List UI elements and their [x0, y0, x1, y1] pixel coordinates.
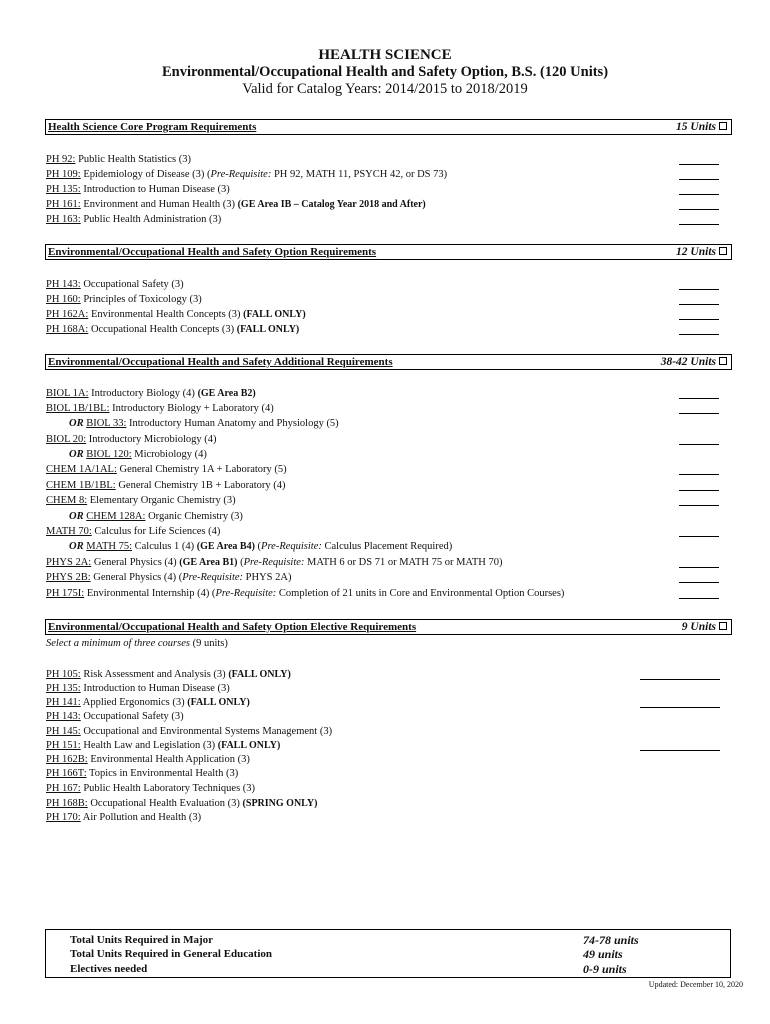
prerequisite-courses: PH 92, MATH 11, PSYCH 42, or DS 73): [271, 169, 448, 180]
electives-label: Electives needed: [70, 963, 148, 975]
checkbox-icon[interactable]: [719, 622, 727, 630]
course-code: BIOL 120:: [86, 449, 132, 460]
totals-box: [45, 929, 731, 978]
course-row: [46, 724, 332, 739]
course-row: [46, 810, 201, 825]
course-row: [46, 277, 184, 292]
completion-blank[interactable]: [679, 490, 719, 491]
course-row: [46, 766, 238, 781]
course-code: PH 162A:: [46, 309, 89, 320]
course-code: PH 141:: [46, 697, 81, 708]
prerequisite-courses: PHYS 2A): [243, 572, 292, 583]
course-row: [46, 796, 317, 811]
course-code: PHYS 2A:: [46, 557, 92, 568]
course-restriction: (FALL ONLY): [236, 324, 300, 335]
completion-blank[interactable]: [679, 164, 719, 165]
course-row: [69, 509, 243, 524]
completion-blank[interactable]: [679, 304, 719, 305]
checkbox-icon[interactable]: [719, 357, 727, 365]
course-row: [46, 781, 255, 796]
total-major-label: Total Units Required in Major: [70, 934, 214, 946]
section-note-text: Select a minimum of three courses: [46, 638, 190, 649]
course-row: [46, 322, 299, 337]
course-code: PH 161:: [46, 199, 81, 210]
course-code: PH 175I:: [46, 588, 85, 599]
course-code: BIOL 20:: [46, 434, 87, 445]
course-title: Occupational Health Concepts (3): [88, 324, 237, 335]
course-code: BIOL 33:: [86, 418, 127, 429]
or-label: OR: [69, 449, 84, 460]
course-title: Environment and Human Health (3): [80, 199, 238, 210]
course-title: Public Health Laboratory Techniques (3): [80, 783, 256, 794]
course-title: Health Law and Legislation (3): [80, 740, 218, 751]
course-title: Topics in Environmental Health (3): [86, 768, 239, 779]
completion-blank[interactable]: [679, 505, 719, 506]
course-code: PH 143:: [46, 279, 81, 290]
course-code: PH 168B:: [46, 798, 88, 809]
course-title: General Physics (4) (: [90, 572, 183, 583]
course-row: [46, 681, 230, 696]
completion-blank[interactable]: [679, 334, 719, 335]
course-title: Public Health Statistics (3): [75, 154, 191, 165]
checkbox-icon[interactable]: [719, 122, 727, 130]
course-title: Calculus for Life Sciences (4): [91, 526, 221, 537]
section-note-units: (9 units): [189, 638, 228, 649]
completion-blank[interactable]: [679, 567, 719, 568]
prerequisite-label: Pre-Requisite:: [243, 557, 305, 568]
section-note: [46, 637, 228, 650]
completion-blank[interactable]: [679, 224, 719, 225]
course-restriction: (FALL ONLY): [187, 697, 250, 708]
course-code: PH 160:: [46, 294, 81, 305]
course-title: Elementary Organic Chemistry (3): [87, 495, 236, 506]
course-row: [46, 386, 256, 401]
completion-blank[interactable]: [679, 319, 719, 320]
completion-blank[interactable]: [640, 707, 720, 708]
course-row: [46, 478, 286, 493]
prerequisite-label: Pre-Requisite:: [182, 572, 244, 583]
course-restriction: (FALL ONLY): [217, 740, 281, 751]
course-text-extra: (: [254, 541, 262, 552]
course-code: PH 166T:: [46, 768, 87, 779]
course-row: [46, 307, 306, 322]
course-code: CHEM 128A:: [86, 511, 146, 522]
section-units-text: 38-42 Units: [660, 356, 716, 368]
course-code: PH 92:: [46, 154, 76, 165]
course-title: General Chemistry 1B + Laboratory (4): [115, 480, 286, 491]
course-restriction: (FALL ONLY): [228, 669, 291, 680]
course-restriction: (GE Area IB – Catalog Year 2018 and After): [237, 199, 426, 210]
or-label: OR: [69, 511, 84, 522]
course-row: [46, 212, 221, 227]
completion-blank[interactable]: [679, 179, 719, 180]
section-units: [682, 620, 727, 634]
course-code: MATH 75:: [86, 541, 133, 552]
course-row: [46, 570, 291, 585]
section-units-text: 12 Units: [676, 246, 716, 258]
course-row: [69, 447, 207, 462]
course-code: PHYS 2B:: [46, 572, 91, 583]
course-title: Environmental Health Application (3): [87, 754, 250, 765]
section-units-text: 9 Units: [681, 621, 716, 633]
course-row: [46, 167, 447, 182]
or-label: OR: [69, 541, 84, 552]
electives-value: 0-9 units: [583, 962, 627, 976]
course-title: Epidemiology of Disease (3) (: [80, 169, 211, 180]
section-title: Environmental/Occupational Health and Safety Additional Requirements: [48, 356, 393, 368]
course-row: [46, 738, 280, 753]
course-title: Introduction to Human Disease (3): [80, 683, 230, 694]
course-title: Introductory Human Anatomy and Physiology (5): [126, 418, 339, 429]
course-code: PH 145:: [46, 726, 81, 737]
course-row: [46, 292, 202, 307]
total-ge-value: 49 units: [583, 947, 623, 961]
completion-blank[interactable]: [679, 598, 719, 599]
prerequisite-label: Pre-Requisite:: [210, 169, 272, 180]
course-title: Applied Ergonomics (3): [80, 697, 188, 708]
completion-blank[interactable]: [679, 582, 719, 583]
course-row: [46, 586, 564, 601]
section-units: [676, 245, 727, 259]
course-restriction: (SPRING ONLY): [242, 798, 318, 809]
course-title: Risk Assessment and Analysis (3): [80, 669, 229, 680]
completion-blank[interactable]: [679, 413, 719, 414]
course-row: [46, 197, 426, 212]
course-title: Occupational and Environmental Systems Management (3): [80, 726, 333, 737]
course-row: [46, 432, 217, 447]
section-header: [45, 244, 732, 260]
course-row: [46, 709, 184, 724]
course-title: Microbiology (4): [131, 449, 207, 460]
section-header: [45, 619, 732, 635]
completion-blank[interactable]: [679, 194, 719, 195]
or-label: OR: [69, 418, 84, 429]
course-title: Occupational Health Evaluation (3): [87, 798, 243, 809]
completion-blank[interactable]: [679, 474, 719, 475]
course-restriction: (GE Area B4): [196, 541, 255, 552]
course-code: PH 135:: [46, 683, 81, 694]
course-row: [46, 462, 287, 477]
completion-blank[interactable]: [640, 679, 720, 680]
section-header: [45, 354, 732, 370]
completion-blank[interactable]: [679, 444, 719, 445]
course-row: [46, 401, 274, 416]
course-code: PH 143:: [46, 711, 81, 722]
course-code: MATH 70:: [46, 526, 92, 537]
course-title: Introductory Microbiology (4): [86, 434, 217, 445]
course-row: [46, 524, 220, 539]
title-block: [0, 47, 770, 98]
course-title: General Physics (4): [91, 557, 180, 568]
course-title: Principles of Toxicology (3): [80, 294, 202, 305]
section-title: Health Science Core Program Requirements: [48, 121, 257, 133]
course-title: Occupational Safety (3): [80, 711, 184, 722]
completion-blank[interactable]: [679, 289, 719, 290]
catalog-years: Valid for Catalog Years: 2014/2015 to 2018/2019: [242, 81, 528, 97]
course-row: [46, 182, 230, 197]
course-code: PH 167:: [46, 783, 81, 794]
course-code: PH 105:: [46, 669, 81, 680]
section-units: [661, 355, 727, 369]
course-row: [46, 695, 250, 710]
course-title: General Chemistry 1A + Laboratory (5): [116, 464, 287, 475]
course-row: [46, 752, 250, 767]
course-title: Environmental Health Concepts (3): [88, 309, 244, 320]
course-code: CHEM 1A/1AL:: [46, 464, 117, 475]
course-restriction: (FALL ONLY): [243, 309, 306, 320]
course-code: PH 163:: [46, 214, 81, 225]
prerequisite-courses: Completion of 21 units in Core and Environmental Option Courses): [276, 588, 565, 599]
section-units: [676, 120, 727, 134]
prerequisite-courses: Calculus Placement Required): [321, 541, 453, 552]
course-row: [69, 416, 339, 431]
course-row: [46, 152, 191, 167]
course-title: Air Pollution and Health (3): [80, 812, 202, 823]
prerequisite-label: Pre-Requisite:: [261, 541, 322, 552]
course-title: Occupational Safety (3): [80, 279, 184, 290]
course-row: [46, 667, 291, 682]
prerequisite-courses: MATH 6 or DS 71 or MATH 75 or MATH 70): [304, 557, 503, 568]
total-major-value: 74-78 units: [583, 933, 639, 947]
course-restriction: (GE Area B2): [197, 388, 256, 399]
course-code: PH 135:: [46, 184, 81, 195]
completion-blank[interactable]: [679, 398, 719, 399]
course-row: [69, 539, 452, 554]
course-title: Organic Chemistry (3): [145, 511, 243, 522]
updated-date: Updated: December 10, 2020: [648, 980, 743, 989]
course-title: Introductory Biology (4): [88, 388, 198, 399]
course-text-extra: (: [237, 557, 244, 568]
page-subtitle: Environmental/Occupational Health and Safety Option, B.S. (120 Units): [161, 64, 609, 80]
course-title: Public Health Administration (3): [80, 214, 222, 225]
completion-blank[interactable]: [679, 536, 719, 537]
course-code: BIOL 1B/1BL:: [46, 403, 110, 414]
completion-blank[interactable]: [640, 750, 720, 751]
course-code: PH 162B:: [46, 754, 88, 765]
page-title: HEALTH SCIENCE: [318, 47, 452, 63]
course-code: CHEM 8:: [46, 495, 88, 506]
completion-blank[interactable]: [679, 209, 719, 210]
course-title: Environmental Internship (4) (: [84, 588, 216, 599]
course-row: [46, 555, 502, 570]
course-restriction: (GE Area B1): [179, 557, 238, 568]
section-title: Environmental/Occupational Health and Safety Option Elective Requirements: [48, 621, 417, 633]
section-units-text: 15 Units: [676, 121, 716, 133]
course-title: Introductory Biology + Laboratory (4): [109, 403, 274, 414]
course-title: Calculus 1 (4): [132, 541, 197, 552]
course-code: PH 168A:: [46, 324, 89, 335]
section-header: [45, 119, 732, 135]
total-ge-label: Total Units Required in General Education: [70, 948, 273, 960]
course-code: PH 109:: [46, 169, 81, 180]
course-code: CHEM 1B/1BL:: [46, 480, 116, 491]
course-code: PH 151:: [46, 740, 81, 751]
course-row: [46, 493, 236, 508]
course-title: Introduction to Human Disease (3): [80, 184, 230, 195]
course-code: PH 170:: [46, 812, 81, 823]
section-title: Environmental/Occupational Health and Safety Option Requirements: [48, 246, 377, 258]
prerequisite-label: Pre-Requisite:: [215, 588, 277, 599]
course-code: BIOL 1A:: [46, 388, 89, 399]
checkbox-icon[interactable]: [719, 247, 727, 255]
